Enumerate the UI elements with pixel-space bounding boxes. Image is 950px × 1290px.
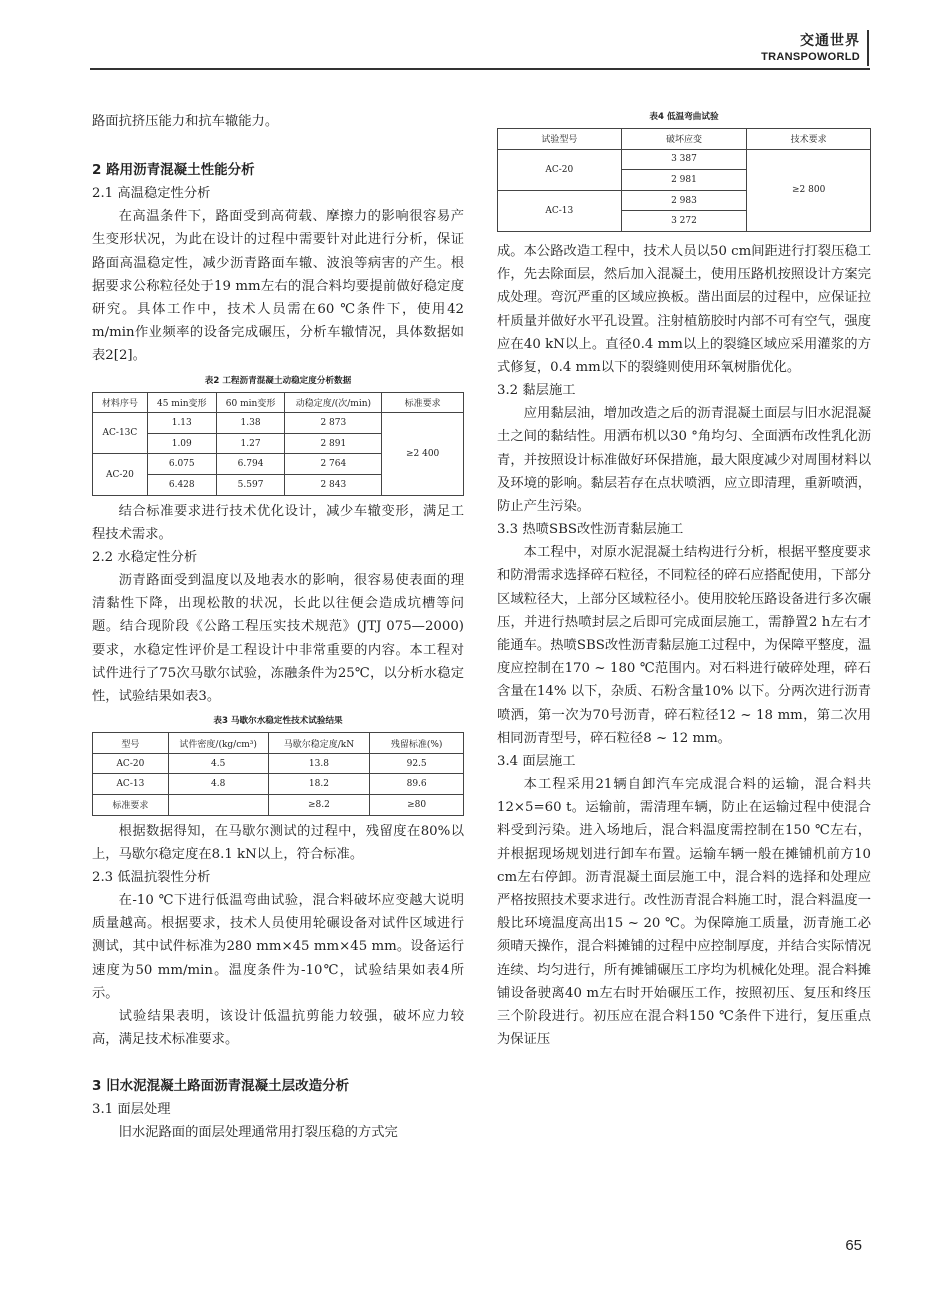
- table-cell: AC-20: [93, 753, 169, 774]
- table-header-cell: 马歇尔稳定度/kN: [268, 733, 370, 754]
- table-cell: 2 981: [621, 170, 747, 191]
- table-row: [93, 774, 464, 795]
- paragraph-2-3-b: 试验结果表明，该设计低温抗剪能力较强，破坏应力较高，满足技术标准要求。: [92, 1009, 464, 1048]
- header-rule: [90, 68, 870, 70]
- table-cell: 1.09: [147, 433, 216, 454]
- section-heading-3: 3 旧水泥混凝土路面沥青混凝土层改造分析: [92, 1078, 350, 1095]
- paragraph-2-1: 在高温条件下，路面受到高荷载、摩擦力的影响很容易产生变形状况，为此在设计的过程中需要针对此进行分析，保证路面高温稳定性，减少沥青路面车辙、波浪等病害的产生。根据要求公称粒径处于19 mm左右的混合料均要提前做好稳定度研究。具体工作中，技术人员需在60 ℃条件下，使用42 m/min作业频率的设备完成碾压，分析车辙情况，具体数据如表2[2]。: [92, 209, 464, 364]
- table-cell: 5.597: [216, 475, 285, 496]
- paragraph-3-3: 本工程中，对原水泥混凝土结构进行分析，根据平整度要求和防滑需求选择碎石粒径，不同粒径的碎石应搭配使用，下部分区域粒径大，上部分区域粒径小。使用胶轮压路设备进行多次碾压，并进行热喷封层之后即可完成面层施工，需静置2 h左右才能通车。热喷SBS改性沥青黏层施工过程中，为保障平整度，温度应控制在170 ~ 180 ℃范围内。对石料进行破碎处理，碎石含量在14% 以下，杂质、石粉含量10% 以下。分两次进行沥青喷洒，第一次为70号沥青，碎石粒径12 ~ 18 mm，第二次用相同沥青型号，碎石粒径8 ~ 12 mm。: [497, 545, 871, 746]
- paragraph-2-3: 在-10 ℃下进行低温弯曲试验，混合料破坏应变越大说明质量越高。根据要求，技术人员使用轮碾设备对试件区域进行测试，其中试件标准为280 mm×45 mm×45 mm。设备运行速度为50 mm/min。温度条件为-10℃，试验结果如表4所示。: [92, 893, 464, 1001]
- table-4: [497, 128, 871, 232]
- paragraph-3-1: 旧水泥路面的面层处理通常用打裂压稳的方式完: [118, 1125, 398, 1141]
- table-2-caption: 表2 工程沥青混凝土动稳定度分析数据: [204, 375, 352, 386]
- table-header-cell: 残留标准(%): [370, 733, 464, 754]
- table-2: [92, 392, 464, 496]
- table-3: [92, 732, 464, 815]
- table-cell: 18.2: [268, 774, 370, 795]
- table-3-caption: 表3 马歇尔水稳定性技术试验结果: [213, 716, 343, 727]
- table-cell: AC-13: [498, 190, 622, 231]
- table-row: [93, 413, 464, 434]
- table-cell: ≥2 800: [747, 149, 871, 231]
- journal-title: 交通世界: [800, 33, 860, 49]
- table-header-cell: 破坏应变: [621, 129, 747, 150]
- paragraph-2-1-b: 结合标准要求进行技术优化设计，减少车辙变形，满足工程技术需求。: [92, 503, 464, 542]
- paragraph-2-2-b: 根据数据得知，在马歇尔测试的过程中，残留度在80%以上，马歇尔稳定度在8.1 kN以上，符合标准。: [92, 823, 464, 862]
- paragraph-2-2: 沥青路面受到温度以及地表水的影响，很容易使表面的理清黏性下降，出现松散的状况，长此以往便会造成坑槽等问题。结合现阶段《公路工程压实技术规范》(JTJ 075—2000) 要求，水稳定性评价是工程设计中非常重要的内容。本工程对试件进行了75次马歇尔试验，冻融条件为25℃，以分析水稳定性，试验结果如表3。: [92, 573, 464, 705]
- table-header-row: [93, 733, 464, 754]
- table-header-cell: 45 min变形: [147, 392, 216, 413]
- paragraph-3-1-b: 成。本公路改造工程中，技术人员以50 cm间距进行打裂压稳工作，先去除面层，然后加入混凝土，使用压路机按照设计方案完成处理。弯沉严重的区域应换板。凿出面层的过程中，应保证拉杆质量并做好水平孔设置。注射植筋胶时内部不可有空气，强度应在40 kN以上。直径0.4 mm以上的裂缝区域应采用灌浆的方式修复，0.4 mm以下的裂缝则使用环氧树脂优化。: [497, 243, 871, 375]
- paragraph-3-4: 本工程采用21辆自卸汽车完成混合料的运输，混合料共12×5=60 t。运输前，需清理车辆，防止在运输过程中使混合料受到污染。进入场地后，混合料温度需控制在150 ℃左右，并根据现场规划进行卸车布置。运输车辆一般在摊铺机前方10 cm左右停卸。沥青混凝土面层施工中，混合料的选择和处理应严格按照技术要求进行。改性沥青混合料施工时，混合料温度一般比环境温度高出15 ~ 20 ℃。为保障施工质量，沥青施工必须晴天操作，混合料摊铺的过程中应控制厚度，并结合实际情况连续、均匀进行，所有摊铺碾压工序均为机械化处理。混合料摊铺设备驶离40 m左右时开始碾压工作，按照初压、复压和终压三个阶段进行。初压应在混合料150 ℃条件下进行，复压重点为保证压: [497, 777, 871, 1048]
- page-header: [0, 0, 950, 80]
- right-column: [497, 110, 871, 1051]
- table-cell: 4.5: [168, 753, 268, 774]
- table-cell: 标准要求: [93, 795, 169, 816]
- table-cell: AC-20: [93, 454, 148, 495]
- table-header-cell: 动稳定度/(次/min): [285, 392, 382, 413]
- table-header-cell: 技术要求: [747, 129, 871, 150]
- journal-subtitle: TRANSPOWORLD: [761, 51, 860, 63]
- table-row: [93, 753, 464, 774]
- table-cell: 2 873: [285, 413, 382, 434]
- table-header-cell: 试件密度/(kg/cm³): [168, 733, 268, 754]
- table-header-cell: 标准要求: [382, 392, 464, 413]
- page-number: 65: [845, 1237, 862, 1254]
- subsection-heading-3-2: 3.2 黏层施工: [497, 383, 576, 399]
- table-cell: 6.794: [216, 454, 285, 475]
- subsection-heading-3-3: 3.3 热喷SBS改性沥青黏层施工: [497, 522, 684, 538]
- table-cell: 1.27: [216, 433, 285, 454]
- table-cell: 2 891: [285, 433, 382, 454]
- subsection-heading-2-1: 2.1 高温稳定性分析: [92, 186, 211, 202]
- table-cell: ≥80: [370, 795, 464, 816]
- table-header-cell: 试验型号: [498, 129, 622, 150]
- table-row: [93, 795, 464, 816]
- table-cell: AC-13: [93, 774, 169, 795]
- paragraph-3-2: 应用黏层油，增加改造之后的沥青混凝土面层与旧水泥混凝土之间的黏结性。用洒布机以30 °角均匀、全面洒布改性乳化沥青，并按照设计标准做好环保措施，最大限度减少对周围材料以及环境的影响。黏层若存在点状喷洒，应立即清理，重新喷洒，防止产生污染。: [497, 406, 871, 514]
- subsection-heading-3-1: 3.1 面层处理: [92, 1102, 171, 1118]
- table-cell: 4.8: [168, 774, 268, 795]
- table-header-row: [498, 129, 871, 150]
- table-cell: 92.5: [370, 753, 464, 774]
- left-column: [92, 110, 464, 1145]
- table-header-cell: 型号: [93, 733, 169, 754]
- table-cell: ≥8.2: [268, 795, 370, 816]
- table-row: [498, 149, 871, 170]
- table-cell: 1.13: [147, 413, 216, 434]
- table-cell: 2 764: [285, 454, 382, 475]
- table-cell: 6.075: [147, 454, 216, 475]
- table-cell: ≥2 400: [382, 413, 464, 495]
- table-cell: 2 983: [621, 190, 747, 211]
- subsection-heading-2-2: 2.2 水稳定性分析: [92, 550, 198, 565]
- subsection-heading-3-4: 3.4 面层施工: [497, 754, 576, 770]
- table-cell: 3 272: [621, 211, 747, 232]
- table-cell: [168, 795, 268, 816]
- table-cell: 89.6: [370, 774, 464, 795]
- table-cell: AC-13C: [93, 413, 148, 454]
- table-4-caption: 表4 低温弯曲试验: [649, 112, 719, 122]
- table-header-row: [93, 392, 464, 413]
- table-cell: AC-20: [498, 149, 622, 190]
- table-cell: 6.428: [147, 475, 216, 496]
- subsection-heading-2-3: 2.3 低温抗裂性分析: [92, 870, 211, 885]
- table-header-cell: 材料序号: [93, 392, 148, 413]
- table-cell: 1.38: [216, 413, 285, 434]
- table-cell: 13.8: [268, 753, 370, 774]
- header-vertical-rule: [867, 30, 869, 66]
- section-heading-2: 2 路用沥青混凝土性能分析: [92, 162, 255, 179]
- paragraph-continued: 路面抗挤压能力和抗车辙能力。: [92, 114, 279, 129]
- table-cell: 2 843: [285, 475, 382, 496]
- table-header-cell: 60 min变形: [216, 392, 285, 413]
- table-cell: 3 387: [621, 149, 747, 170]
